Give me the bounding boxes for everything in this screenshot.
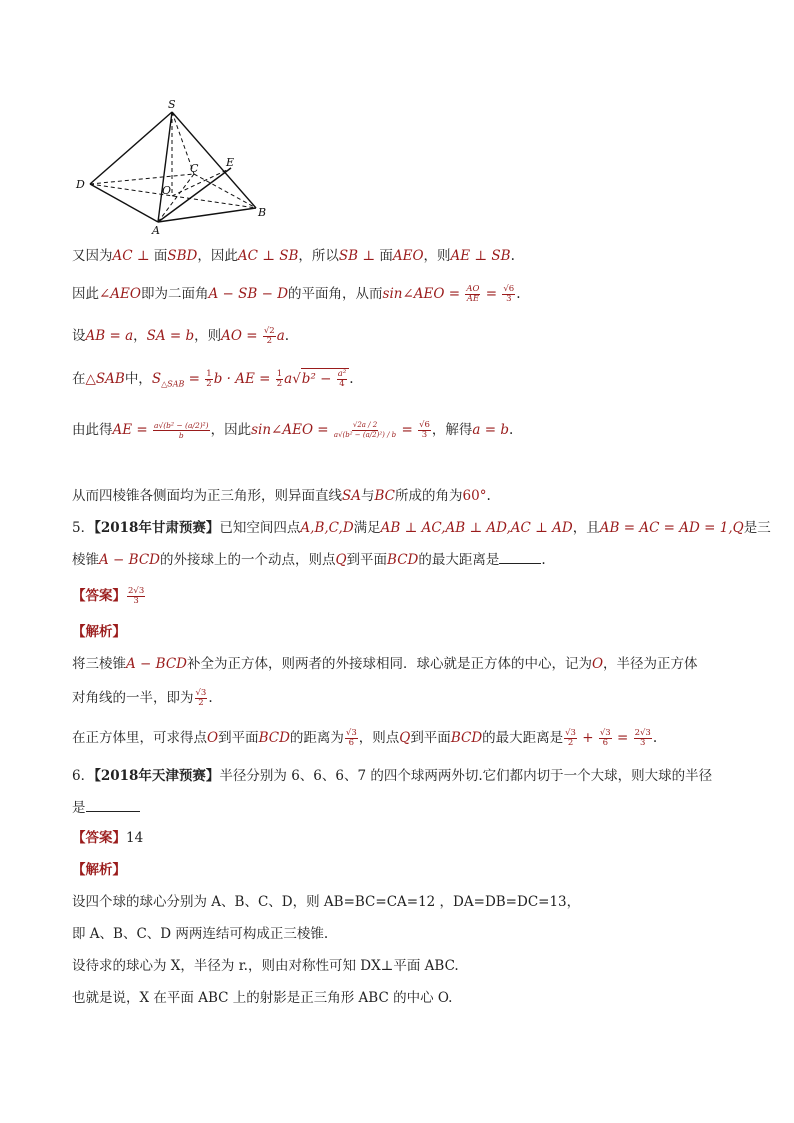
- text-line: 在正方体里，可求得点O到平面BCD的距离为 $\frac{√3}{6}$ ，则点Q到平面BCD的最大距离是 $\frac{√3}{2}$ + $\frac{√3}{6}$ = $\frac{2√3}{3}$ .: [72, 728, 658, 748]
- question-6-line-2: 是: [72, 798, 140, 818]
- answer-blank: [499, 563, 541, 564]
- text-line: 将三棱锥A − BCD补全为正方体，则两者的外接球相同．球心就是正方体的中心，记为O，半径为正方体: [72, 656, 698, 672]
- answer-6: 【答案】14: [72, 830, 144, 846]
- analysis-6-tag: 【解析】: [72, 862, 126, 878]
- label-o: O: [162, 184, 172, 197]
- text-line: 设四个球的球心分别为 A、B、C、D，则 AB=BC=CA=12 ，DA=DB=DC=13，: [72, 894, 581, 910]
- text-line: 又因为AC ⊥ 面SBD，因此AC ⊥ SB，所以SB ⊥ 面AEO，则AE ⊥ SB.: [72, 248, 515, 264]
- label-e: E: [226, 156, 235, 169]
- analysis-5-tag: 【解析】: [72, 624, 126, 640]
- text-line: 也就是说，X 在平面 ABC 上的射影是正三角形 ABC 的中心 O.: [72, 990, 453, 1006]
- label-s: S: [168, 98, 176, 111]
- text-line: 设待求的球心为 X，半径为 r.，则由对称性可知 DX⊥平面 ABC.: [72, 958, 459, 974]
- text-line: 设AB = a，SA = b，则AO = $\frac{√2}{2}$ a.: [72, 326, 290, 346]
- label-a: A: [152, 224, 160, 237]
- pyramid-figure: [76, 96, 276, 237]
- text-line: 因此∠AEO即为二面角A − SB − D的平面角，从而sin∠AEO = $\frac{AO}{AE}$ = $\frac{√6}{3}$ .: [72, 284, 521, 304]
- text-line: 即 A、B、C、D 两两连结可构成正三棱锥.: [72, 926, 329, 942]
- question-5-line-2: 棱锥A − BCD的外接球上的一个动点，则点Q到平面BCD的最大距离是 .: [72, 552, 546, 568]
- text-line: 在△SAB中，$S_{\triangle SAB}$ = $\frac{1}{2}$ b · AE = $\frac{1}{2}$ a√b² − $\frac{\text{a²}}{4}$ .: [72, 369, 354, 389]
- text-line: 由此得AE = $\frac{\text{a√(b² − (a/2)²)}}{b}$ ，因此sin∠AEO = $\frac{√2a / 2}{\text{a√(b² − (a/2)²) / b}}$ = $\frac{√6}{3}$ ，解得a = b.: [72, 420, 514, 440]
- answer-blank: [86, 811, 140, 812]
- label-b: B: [258, 206, 267, 219]
- answer-tag: 【答案】: [72, 588, 126, 604]
- text-line: 从而四棱锥各侧面均为正三角形，则异面直线SA与BC所成的角为60°.: [72, 488, 491, 504]
- question-6-line-1: 6．【2018年天津预赛】半径分别为 6、6、6、7 的四个球两两外切.它们都内切于一个大球，则大球的半径: [72, 768, 713, 784]
- answer-5: 【答案】 $\frac{2√3}{3}$: [72, 586, 145, 606]
- question-5-line-1: 5．【2018年甘肃预赛】已知空间四点A,B,C,D满足AB ⊥ AC,AB ⊥ AD,AC ⊥ AD，且AB = AC = AD = 1,Q是三: [72, 520, 771, 536]
- text-line: 对角线的一半，即为 $\frac{√3}{2}$ .: [72, 688, 213, 708]
- label-d: D: [76, 178, 85, 191]
- label-c: C: [190, 162, 199, 175]
